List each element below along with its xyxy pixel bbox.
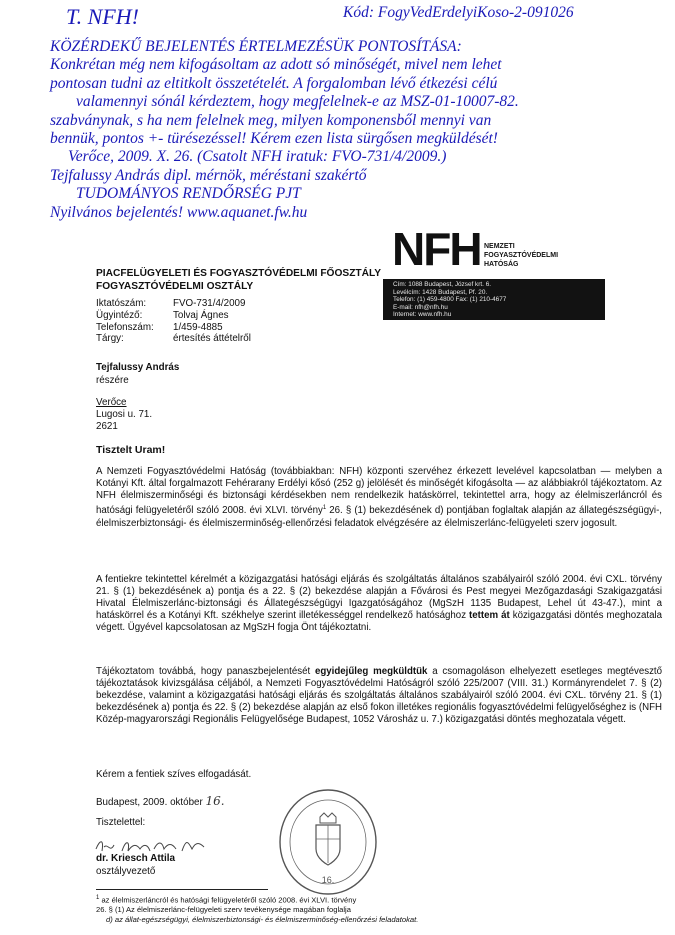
addressee xyxy=(96,362,179,387)
meta-value: értesítés áttételről xyxy=(173,333,251,345)
annotation-line: KÖZÉRDEKŰ BEJELENTÉS ÉRTELMEZÉSÜK PONTOSÍTÁSA: xyxy=(50,38,462,55)
recipient-city: Verőce xyxy=(96,397,127,408)
p2-text-end: közigazgatási döntés meghozatala végett. Ügyével kapcsolatosan az MgSzH fogja Önt tájékoztatni. xyxy=(96,610,662,634)
meta-row xyxy=(96,322,251,334)
meta-key: Tárgy: xyxy=(96,333,124,345)
annotation-line: szabványnak, s ha nem felelnek meg, milyen komponensből mennyi van xyxy=(50,111,492,129)
p2-bold: tettem át xyxy=(469,610,510,622)
contact-line: E-mail: nfh@nfh.hu xyxy=(393,303,448,311)
recipient-name: Tejfalussy András xyxy=(96,362,180,373)
p3-text: Tájékoztatom továbbá, hogy panaszbejelentését xyxy=(96,666,315,677)
annotation-line: Tejfalussy András dipl. mérnök, méréstani szakértő xyxy=(50,166,367,184)
recipient-note: részére xyxy=(96,374,129,386)
contact-line: Internet: www.nfh.hu xyxy=(393,311,452,319)
regards: Tisztelettel: xyxy=(96,817,146,828)
footnote-text: az élelmiszerláncról és hatósági felügyeletéről szóló 2008. évi XLVI. törvény xyxy=(99,895,357,905)
annotation-line: Nyilvános bejelentés! www.aquanet.fw.hu xyxy=(50,203,308,221)
signer-title: osztályvezető xyxy=(96,866,156,877)
recipient-zip: 2621 xyxy=(96,421,118,432)
meta-value: Tolvaj Ágnes xyxy=(173,309,229,321)
footnote-2: 26. § (1) Az élelmiszerlánc-felügyeleti szerv tevékenysége magában foglalja xyxy=(96,905,351,915)
date-line xyxy=(96,794,225,808)
closing-line: Kérem a fentiek szíves elfogadását. xyxy=(96,769,252,780)
contact-box xyxy=(383,279,605,320)
p3-text-end: a csomagoláson elhelyezett esetleges megtévesztő tájékoztatások kivizsgálása céljából, a Nemzeti Fogyasztóvédelmi Hatóságról szóló 225/2007 (VIII. 31.) Kormányrendelet 7. § (2) bekezdése, valamint a közigazgatási hatósági eljárás és szolgáltatás általános szabályairól szóló 2004. évi CXL. törvény 21. § (1) bekezdésének a) pontja és 22. § (2) bekezdése alapján az első fokon illetékes regionális fogyasztóvédelmi felügyelőséghez is (NFH Közép-magyarországi Regionális Felügyelősége Budapest, 1052 Városház u. 7.) közigazgatási döntés meghozatala végett. xyxy=(96,666,662,726)
footnote-3: d) az állat-egészségügyi, élelmiszerbiztonsági- és élelmiszerminőség-ellenőrzési feladatokat. xyxy=(106,915,419,925)
signer-name: dr. Kriesch Attila xyxy=(96,853,176,864)
meta-row xyxy=(96,310,251,322)
meta-row xyxy=(96,333,251,345)
date-text: Budapest, 2009. október xyxy=(96,797,203,808)
reference-meta xyxy=(96,298,251,345)
department-heading xyxy=(96,267,381,293)
agency-line: NEMZETI xyxy=(484,243,515,250)
paragraph-3 xyxy=(96,666,662,726)
paragraph-2 xyxy=(96,574,662,634)
p2-text: A fentiekre tekintettel kérelmét a közigazgatási hatósági eljárás és szolgáltatás általános szabályairól szóló 2004. évi CXL. törvény 21. § (1) bekezdésének a) pontja és a 22. § (2) bekezdése alapján a Fővárosi és Pest megyei Mezőgazdasági Szakigazgatási Hivatal Élelmiszerlánc-biztonsági és Állategészségügyi Igazgatóságához (MgSzH 1135 Budapest, Lehel út 43-47.), mint a hatáskörrel és a Kotányi Kft. székhelye szerint illetékességgel rendelkező hatósághoz xyxy=(96,574,662,622)
contact-line: Telefon: (1) 459-4800 Fax: (1) 210-4677 xyxy=(393,296,507,304)
footnotes xyxy=(96,894,418,925)
annotation-line: TUDOMÁNYOS RENDŐRSÉG PJT xyxy=(76,185,301,203)
salutation: Tisztelt Uram! xyxy=(96,444,166,456)
dept-line-1: PIACFELÜGYELETI ÉS FOGYASZTÓVÉDELMI FŐOSZTÁLY xyxy=(96,268,382,279)
agency-line: HATÓSÁG xyxy=(484,261,519,268)
footnote-ref: 1 xyxy=(322,505,327,512)
meta-value: 1/459-4885 xyxy=(173,321,223,333)
official-stamp xyxy=(276,787,380,897)
logo-agency-name xyxy=(484,242,558,269)
p1-text: A Nemzeti Fogyasztóvédelmi Hatóság (továbbiakban: NFH) központi szervéhez érkezett levelével kapcsolatban — melyben a Kotányi Kft. által forgalmazott Fehérarany Erdélyi kősó (252 g) jelölését és minőségét kifogásolta — az alábbiakról tájékoztatom. Az NFH élelmiszerminőségi és biztonsági kérdésekben nem rendelkezik hatáskörrel, tekintettel arra, hogy az élelmiszerláncról és hatósági felügyeletéről szóló 2008. évi XLVI. törvény xyxy=(96,466,662,517)
annotation-block xyxy=(50,38,662,222)
recipient-street: Lugosi u. 71. xyxy=(96,409,153,420)
annotation-line: Verőce, 2009. X. 26. (Csatolt NFH iratuk: FVO-731/4/2009.) xyxy=(68,148,447,166)
footnote-1 xyxy=(96,894,418,905)
paragraph-1 xyxy=(96,466,662,530)
meta-row xyxy=(96,298,251,310)
contact-line: Cím: 1088 Budapest, József krt. 6. xyxy=(393,281,492,288)
date-handwritten: 16. xyxy=(205,794,225,808)
annotation-line: valamennyi sónál kérdeztem, hogy megfelelnek-e az MSZ-01-10007-82. xyxy=(76,93,519,111)
p1-text-end: 26. § (1) bekezdésének d) pontjában foglaltak alapján az állategészségügyi-, élelmiszerbiztonsági- és élelmiszerminőség-ellenőrzési feladatok elvégzésére az élelmiszerlánc-felügyeleti szerv jogosult. xyxy=(96,505,662,529)
meta-key: Ügyintéző: xyxy=(96,309,143,321)
annotation-line: Konkrétan még nem kifogásoltam az adott só minőségét, mivel nem lehet xyxy=(50,56,502,74)
footnote-divider xyxy=(96,889,268,890)
nfh-logo xyxy=(392,224,482,274)
meta-key: Telefonszám: xyxy=(96,321,154,333)
contact-line: Levélcím: 1428 Budapest, Pf. 20. xyxy=(393,288,488,296)
p3-bold: egyidejűleg megküldtük xyxy=(314,666,428,677)
agency-line: FOGYASZTÓVÉDELMI xyxy=(484,252,559,259)
recipient-address xyxy=(96,397,152,433)
annotation-code: Kód: FogyVedErdelyiKoso-2-091026 xyxy=(343,4,574,21)
footnote-number: 1 xyxy=(96,895,100,901)
meta-value: FVO-731/4/2009 xyxy=(173,298,246,309)
logo-letters: NFH xyxy=(392,223,481,275)
annotation-title: T. NFH! xyxy=(66,4,139,29)
svg-text:16.: 16. xyxy=(321,875,335,885)
dept-line-2: FOGYASZTÓVÉDELMI OSZTÁLY xyxy=(96,281,254,292)
meta-key: Iktatószám: xyxy=(96,298,147,309)
annotation-line: bennük, pontos +- türésezéssel! Kérem ezen lista sürgősen megküldését! xyxy=(50,130,498,148)
annotation-line: pontosan tudni az eltitkolt összetételét. A forgalomban lévő étkezési célú xyxy=(50,74,498,92)
